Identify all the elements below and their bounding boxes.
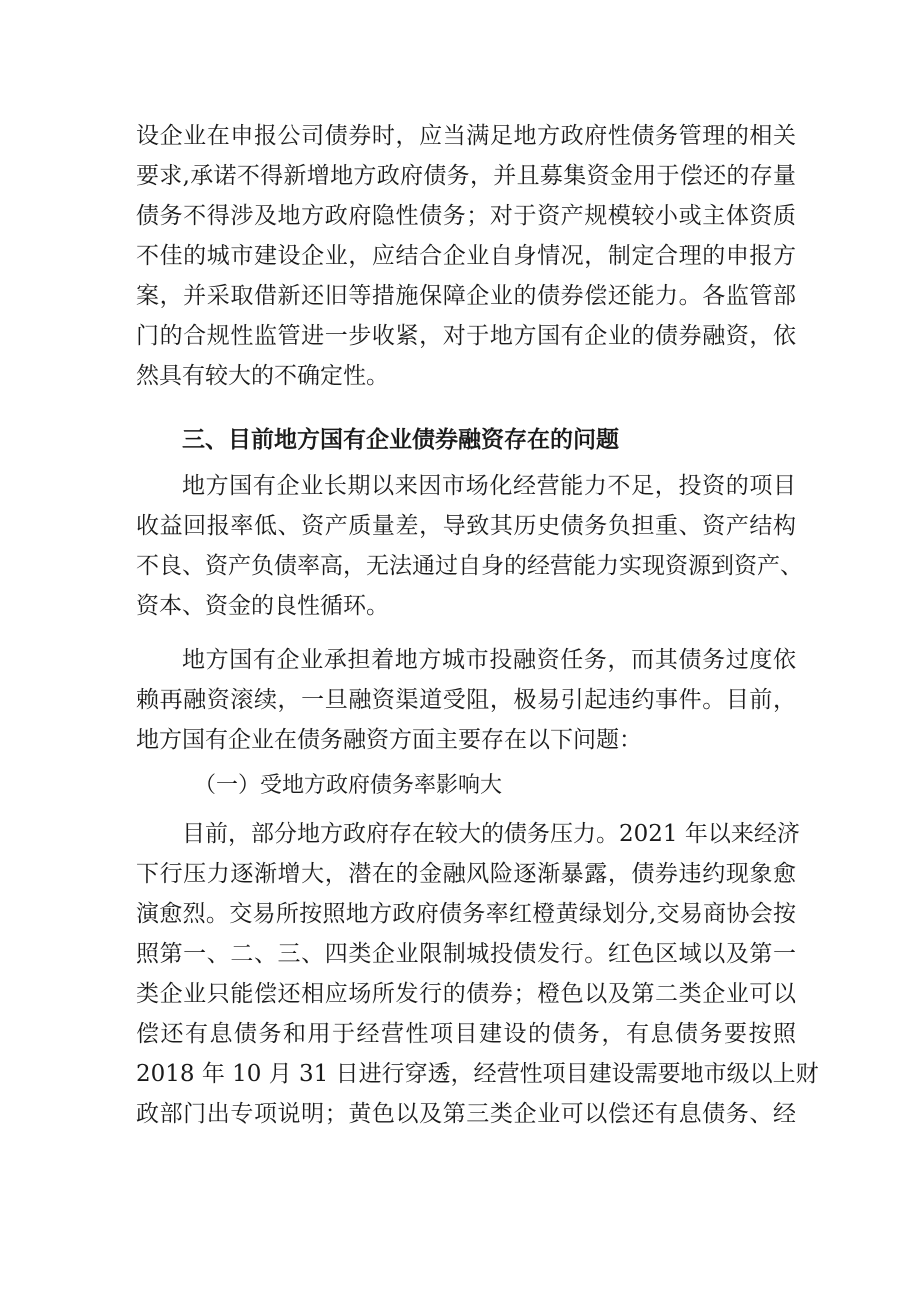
paragraph-3 — [136, 640, 796, 760]
section-heading-block — [136, 420, 796, 460]
paragraph-1-line: 要求,承诺不得新增地方政府债务，并且募集资金用于偿还的存量 — [136, 163, 796, 189]
subsection-heading-block — [136, 766, 796, 806]
paragraph-2-line: 资本、资金的良性循环。 — [136, 593, 389, 619]
subsection-heading: （一）受地方政府债务率影响大 — [194, 773, 503, 798]
paragraph-1-line: 门的合规性监管进一步收紧，对于地方国有企业的债券融资，依 — [136, 323, 796, 349]
paragraph-1 — [136, 116, 796, 396]
paragraph-1-line: 然具有较大的不确定性。 — [136, 363, 389, 389]
paragraph-1-line: 设企业在申报公司债券时，应当满足地方政府性债务管理的相关 — [136, 123, 796, 149]
paragraph-4-line: 政部门出专项说明；黄色以及第三类企业可以偿还有息债务、经 — [136, 1101, 796, 1127]
paragraph-1-line: 债务不得涉及地方政府隐性债务；对于资产规模较小或主体资质 — [136, 203, 796, 229]
paragraph-4-line: 目前，部分地方政府存在较大的债务压力。2021 年以来经济 — [182, 821, 800, 847]
paragraph-2-line: 地方国有企业长期以来因市场化经营能力不足，投资的项目 — [182, 473, 796, 499]
paragraph-4-line: 偿还有息债务和用于经营性项目建设的债务，有息债务要按照 — [136, 1021, 796, 1047]
paragraph-4 — [136, 814, 819, 1134]
paragraph-1-line: 案，并采取借新还旧等措施保障企业的债券偿还能力。各监管部 — [136, 283, 796, 309]
paragraph-2-line: 收益回报率低、资产质量差，导致其历史债务负担重、资产结构 — [136, 513, 796, 539]
section-heading: 三、目前地方国有企业债券融资存在的问题 — [182, 427, 619, 453]
paragraph-2 — [136, 466, 803, 626]
paragraph-2-line: 不良、资产负债率高，无法通过自身的经营能力实现资源到资产、 — [136, 553, 803, 579]
paragraph-3-line: 地方国有企业承担着地方城市投融资任务，而其债务过度依 — [182, 647, 796, 673]
paragraph-4-line: 下行压力逐渐增大，潜在的金融风险逐渐暴露，债券违约现象愈 — [136, 861, 796, 887]
paragraph-4-line: 2018 年 10 月 31 日进行穿透，经营性项目建设需要地市级以上财 — [136, 1061, 819, 1087]
paragraph-1-line: 不佳的城市建设企业，应结合企业自身情况，制定合理的申报方 — [136, 243, 796, 269]
paragraph-4-line: 类企业只能偿还相应场所发行的债券；橙色以及第二类企业可以 — [136, 981, 796, 1007]
paragraph-4-line: 演愈烈。交易所按照地方政府债务率红橙黄绿划分,交易商协会按 — [136, 901, 796, 927]
paragraph-3-line: 地方国有企业在债务融资方面主要存在以下问题： — [136, 727, 642, 753]
paragraph-3-line: 赖再融资滚续，一旦融资渠道受阻，极易引起违约事件。目前， — [136, 687, 796, 713]
paragraph-4-line: 照第一、二、三、四类企业限制城投债发行。红色区域以及第一 — [136, 941, 796, 967]
